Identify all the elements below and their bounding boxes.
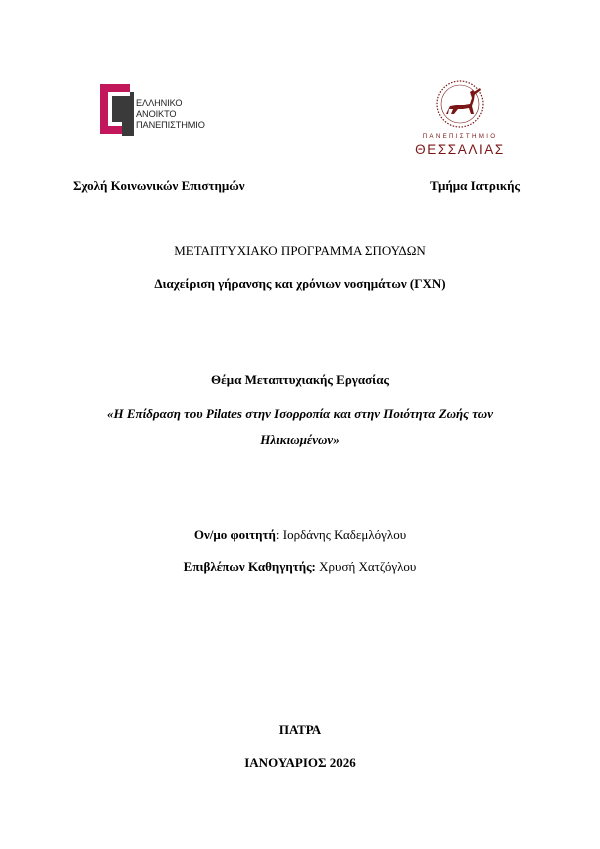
eap-logo-text (136, 98, 205, 131)
thesis-heading: Θέμα Μεταπτυχιακής Εργασίας (211, 372, 389, 387)
uth-logo (400, 78, 520, 166)
student-colon: : (275, 527, 283, 542)
thesis-title-line-1: «Η Επίδραση του Pilates στην Ισορροπία και στην Ποιότητα Ζωής των (107, 406, 493, 421)
eap-logo-line-3: ΠΑΝΕΠΙΣΤΗΜΙΟ (136, 120, 205, 130)
supervisor-label: Επιβλέπων Καθηγητής: (183, 559, 316, 574)
uth-logo-line-bottom: ΘΕΣΣΑΛΙΑΣ (415, 142, 505, 157)
program-subtitle: Διαχείριση γήρανσης και χρόνιων νοσημάτων (ΓΧΝ) (154, 276, 446, 291)
eap-logo-line-1: ΕΛΛΗΝΙΚΟ (136, 98, 183, 108)
date: ΙΑΝΟΥΑΡΙΟΣ 2026 (244, 755, 356, 770)
eap-logo (100, 82, 210, 140)
student-line (0, 527, 600, 543)
uth-logo-line-top: ΠΑΝΕΠΙΣΤΗΜΙΟ (422, 133, 498, 140)
student-name: Ιορδάνης Καδεμλόγλου (282, 527, 407, 542)
eap-logo-mark-icon (100, 82, 136, 140)
thesis-title-line-2: Ηλικιωμένων» (260, 432, 340, 447)
city: ΠΑΤΡΑ (278, 722, 322, 737)
program-title: ΜΕΤΑΠΤΥΧΙΑΚΟ ΠΡΟΓΡΑΜΜΑ ΣΠΟΥΔΩΝ (174, 243, 426, 258)
centaur-seal-icon (400, 78, 520, 132)
school-name: Σχολή Κοινωνικών Επιστημών (73, 178, 245, 193)
eap-logo-line-2: ΑΝΟΙΚΤΟ (136, 109, 177, 119)
department-name: Τμήμα Ιατρικής (429, 178, 520, 193)
supervisor-name: Χρυσή Χατζόγλου (319, 559, 417, 574)
student-label: Ον/μο φοιτητή (193, 527, 276, 542)
supervisor-line (0, 559, 600, 575)
